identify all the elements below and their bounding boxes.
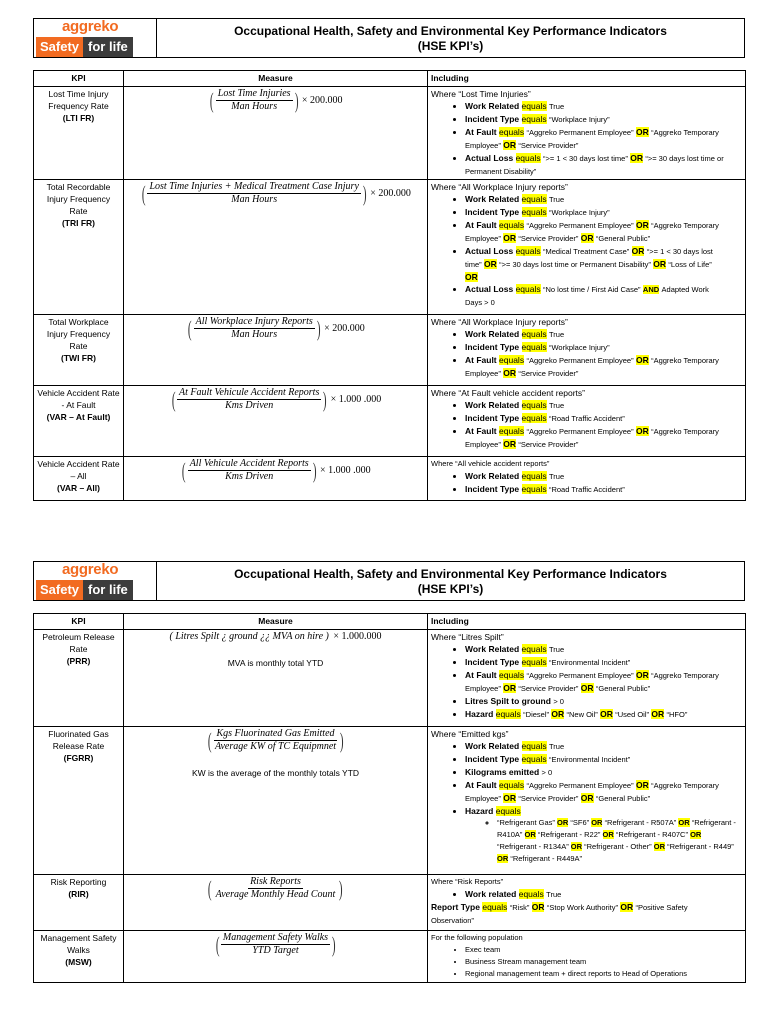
col-kpi: KPI	[34, 71, 124, 87]
including-cell: Where “All Workplace Injury reports” • Work Related equals True • Incident Type equals “Workplace Injury” • At Fault equals “Aggreko Permanent Employee” OR “Aggreko Temporary Employee” OR “Service Provider” OR “General Public” • Actual Loss equals “Medical Treatment Case” OR “>= 1 < 30 days lost time” OR “>= 30 days lost time or Permanent Disability” OR “Loss of Life” OR • Actual Loss equals “No lost time / First Aid Case” AND Adapted Work Days > 0	[428, 180, 746, 315]
measure-cell: ( Risk Reports Average Monthly Head Count )	[124, 875, 428, 931]
measure-cell: ( Kgs Fluorinated Gas Emitted Average KW of TC Equipmnet ) KW is the average of the monthly totals YTD	[124, 727, 428, 875]
kpi-cell: Fluorinated Gas Release Rate (FGRR)	[34, 727, 124, 875]
measure-cell: ( All Workplace Injury Reports Man Hours ) × 200.000	[124, 315, 428, 386]
header-2	[33, 561, 745, 601]
logo-safety: Safety	[36, 580, 83, 600]
table-row	[34, 315, 746, 386]
including-cell: Where “Risk Reports” • Work related equals True Report Type equals “Risk” OR “Stop Work Authority” OR “Positive Safety Observation”	[428, 875, 746, 931]
kpi-cell: Lost Time Injury Frequency Rate (LTI FR)	[34, 87, 124, 180]
aggreko-logo	[34, 562, 157, 600]
including-cell: Where “Lost Time Injuries” • Work Related equals True • Incident Type equals “Workplace Injury” • At Fault equals “Aggreko Permanent Employee” OR “Aggreko Temporary Employee” OR “Service Provider” • Actual Loss equals “>= 1 < 30 days lost time” OR “>= 30 days lost time or Permanent Disability”	[428, 87, 746, 180]
table-row	[34, 180, 746, 315]
table-row	[34, 931, 746, 983]
kpi-cell: Risk Reporting (RIR)	[34, 875, 124, 931]
measure-cell: ( At Fault Vehicule Accident Reports Kms Driven ) × 1.000 .000	[124, 386, 428, 457]
logo-forlife: for life	[83, 37, 133, 57]
measure-cell: ( Lost Time Injuries + Medical Treatment Case Injury Man Hours ) × 200.000	[124, 180, 428, 315]
table-header	[34, 71, 746, 87]
table-row	[34, 875, 746, 931]
kpi-cell: Management Safety Walks (MSW)	[34, 931, 124, 983]
logo-brand: aggreko	[62, 561, 119, 578]
kpi-cell: Vehicle Accident Rate – All (VAR – All)	[34, 457, 124, 501]
col-measure: Measure	[124, 614, 428, 630]
including-cell: Where “Emitted kgs” • Work Related equals True • Incident Type equals “Environmental Incident” • Kilograms emitted > 0 • At Fault equals “Aggreko Permanent Employee” OR “Aggreko Temporary Employee” OR “Service Provider” OR “General Public” • Hazard equals ◦ “Refrigerant Gas” OR “SF6” OR “Refrigerant - R507A” OR “Refrigerant - R410A” OR “Refrigerant - R22” OR “Refrigerant - R407C” OR “Refrigerant - R134A” OR “Refrigerant - Other” OR “Refrigerant - R449” OR “Refrigerant - R449A”	[428, 727, 746, 875]
page-title: Occupational Health, Safety and Environmental Key Performance Indicators (HSE KPI’s)	[234, 24, 667, 53]
table-header	[34, 614, 746, 630]
kpi-table-1	[33, 70, 746, 501]
col-kpi: KPI	[34, 614, 124, 630]
including-cell: Where “Litres Spilt” • Work Related equals True • Incident Type equals “Environmental Incident” • At Fault equals “Aggreko Permanent Employee” OR “Aggreko Temporary Employee” OR “Service Provider” OR “General Public” • Litres Spilt to ground > 0 • Hazard equals “Diesel” OR “New Oil” OR “Used Oil” OR “HFO”	[428, 630, 746, 727]
logo-safety: Safety	[36, 37, 83, 57]
col-measure: Measure	[124, 71, 428, 87]
kpi-cell: Vehicle Accident Rate - At Fault (VAR – At Fault)	[34, 386, 124, 457]
header-1	[33, 18, 745, 58]
logo-brand: aggreko	[62, 18, 119, 35]
including-cell: Where “All Workplace Injury reports” • Work Related equals True • Incident Type equals “Workplace Injury” • At Fault equals “Aggreko Permanent Employee” OR “Aggreko Temporary Employee” OR “Service Provider”	[428, 315, 746, 386]
table-row	[34, 727, 746, 875]
kpi-cell: Total Workplace Injury Frequency Rate (TWI FR)	[34, 315, 124, 386]
table-row	[34, 630, 746, 727]
page-title: Occupational Health, Safety and Environmental Key Performance Indicators (HSE KPI’s)	[234, 567, 667, 596]
table-row	[34, 386, 746, 457]
col-including: Including	[428, 614, 746, 630]
measure-cell: ( Lost Time Injuries Man Hours ) × 200.000	[124, 87, 428, 180]
including-cell: For the following population • Exec team • Business Stream management team • Regional management team + direct reports to Head of Operations	[428, 931, 746, 983]
aggreko-logo	[34, 19, 157, 57]
including-cell: Where “All vehicle accident reports” • Work Related equals True • Incident Type equals “Road Traffic Accident”	[428, 457, 746, 501]
measure-cell: ( All Vehicule Accident Reports Kms Driven ) × 1.000 .000	[124, 457, 428, 501]
logo-forlife: for life	[83, 580, 133, 600]
including-cell: Where “At Fault vehicle accident reports” • Work Related equals True • Incident Type equals “Road Traffic Accident” • At Fault equals “Aggreko Permanent Employee” OR “Aggreko Temporary Employee” OR “Service Provider”	[428, 386, 746, 457]
measure-cell: ( Management Safety Walks YTD Target )	[124, 931, 428, 983]
kpi-table-2	[33, 613, 746, 983]
table-row	[34, 87, 746, 180]
measure-cell: ( Litres Spilt ¿ ground ¿¿ MVA on hire ) × 1.000.000 MVA is monthly total YTD	[124, 630, 428, 727]
col-including: Including	[428, 71, 746, 87]
kpi-cell: Total Recordable Injury Frequency Rate (TRI FR)	[34, 180, 124, 315]
table-row	[34, 457, 746, 501]
kpi-cell: Petroleum Release Rate (PRR)	[34, 630, 124, 727]
